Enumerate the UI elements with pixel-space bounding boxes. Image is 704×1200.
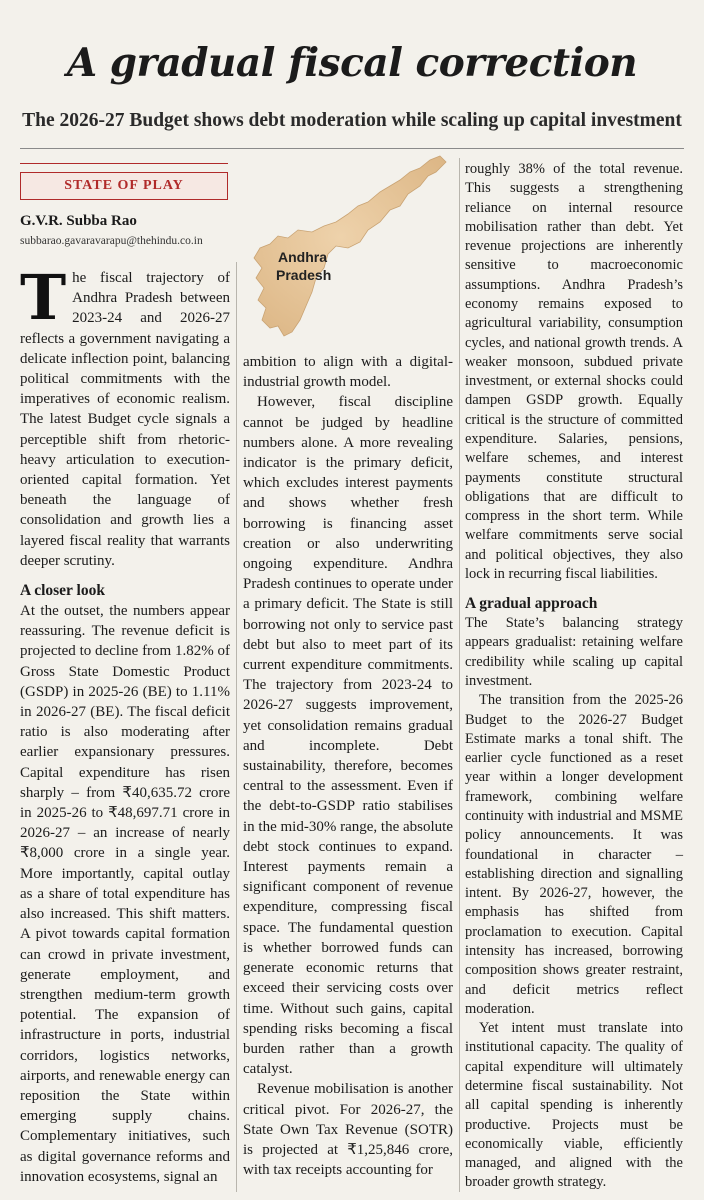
article-column-1 [20, 261, 230, 1187]
author-email: subbarao.gavaravarapu@thehindu.co.in [20, 235, 203, 247]
intro-text: he fiscal trajectory of Andhra Pradesh between 2023-24 and 2026-27 reflects a government navigating a delicate inflection point, balancing political commitments with the imperatives of economic realism. The latest Budget cycle signals a perceptible shift from rhetoric-heavy articulation to execution-oriented capital formation. Yet beneath the language of consolidation and growth lies a layered fiscal reality that warrants deeper scrutiny. [20, 270, 230, 569]
header-divider [20, 148, 684, 149]
column-divider-1 [236, 262, 237, 1192]
institutional-capacity-paragraph: Yet intent must translate into institutional capacity. The quality of capital expenditure will ultimately determine fiscal sustainability. Not all capital spending is inherently productive. Projects must be economically viable, efficiently managed, and aligned with the broader growth strategy. [465, 1020, 683, 1191]
closer-look-paragraph-continued: ambition to align with a digital-industrial growth model. [243, 354, 453, 391]
section-heading-closer-look: A closer look [20, 582, 105, 600]
headline: A gradual fiscal correction [66, 40, 638, 86]
kicker-label: STATE OF PLAY [20, 172, 228, 200]
map-label-line2: Pradesh [276, 267, 332, 283]
transition-paragraph: The transition from the 2025-26 Budget to the 2026-27 Budget Estimate marks a tonal shift. The earlier cycle functioned as a reset year within a longer development framework, combining welfare continuity with industrial and MSME policy announcements. It was foundational in character – establishing direction and signalling intent. By 2026-27, however, the emphasis has shifted from proclamation to execution. Capital intensity has increased, borrowing composition shows greater restraint, and deficit metrics reflect moderation. [465, 692, 683, 1017]
revenue-mobilisation-paragraph-continued: roughly 38% of the total revenue. This suggests a strengthening reliance on internal resource mobilisation rather than debt. Yet revenue projections are inherently sensitive to macroeconomic assumptions. Andhra Pradesh’s economy remains exposed to agricultural variability, consumption cycles, and national growth trends. A weaker monsoon, subdued private investment, or external shocks could dampen GSDP growth. Equally critical is the structure of committed expenditure. Salaries, pensions, welfare schemes, and interest payments constitute structural obligations that are difficult to compress in the short term. While welfare commitments serve social and political objectives, they also lock in recurring fiscal liabilities. [465, 161, 683, 582]
subhead: The 2026-27 Budget shows debt moderation while scaling up capital investment [22, 110, 682, 131]
fiscal-discipline-paragraph: However, fiscal discipline cannot be judged by headline numbers alone. A more revealing indicator is the primary deficit, which excludes interest payments and shows whether fresh borrowing is financing asset creation or also underwriting ongoing expenditure. Andhra Pradesh continues to operate under a primary deficit. The State is still borrowing not only to service past debt but also to meet part of its current expenditure commitments. The trajectory from 2023-24 to 2026-27 suggests improvement, yet consolidation remains gradual and incomplete. Debt sustainability, therefore, becomes central to the assessment. Even if the debt-to-GSDP ratio stabilises in the mid-30% range, the absolute debt stock continues to expand. Interest payments remain a significant component of revenue expenditure, compressing fiscal space. The fundamental question is whether borrowed funds can generate economic returns that exceed their servicing costs over time. Without such gains, capital spending risks becoming a fiscal burden rather than a growth catalyst. [243, 394, 453, 1078]
column-divider-2 [459, 158, 460, 1192]
map-label-line1: Andhra [278, 249, 327, 265]
dropcap: T [20, 261, 67, 334]
article-column-3 [465, 160, 683, 1193]
closer-look-paragraph: At the outset, the numbers appear reassuring. The revenue deficit is projected to decline from 1.82% of Gross State Domestic Product (GSDP) in 2025-26 (BE) to 1.11% in 2026-27 (BE). The fiscal deficit ratio is also moderating after earlier expansionary pressures. Capital expenditure has risen sharply – from ₹40,635.72 crore in 2025-26 to ₹48,697.71 crore in 2026-27 – an increase of nearly ₹8,000 crore in a single year. More importantly, capital outlay as a share of total expenditure has also increased. This shift matters. A pivot towards capital formation can crowd in private investment, generate employment, and strengthen medium-term growth potential. The expansion of infrastructure in ports, industrial corridors, logistics networks, airports, and renewable energy can reposition the State within emerging supply chains. Complementary initiatives, such as digital governance reforms and innovation ecosystems, signal an [20, 603, 230, 1185]
revenue-mobilisation-paragraph: Revenue mobilisation is another critical pivot. For 2026-27, the State Own Tax Revenue (SOTR) is projected at ₹1,25,846 crore, with tax receipts accounting for [243, 1081, 453, 1179]
intro-paragraph [20, 261, 230, 571]
section-heading-gradual-approach: A gradual approach [465, 595, 598, 613]
balancing-strategy-paragraph: The State’s balancing strategy appears gradualist: retaining welfare credibility while scaling up capital investment. [465, 615, 683, 690]
article-column-2 [243, 352, 453, 1180]
andhra-pradesh-map [240, 150, 460, 345]
state-outline-shape [254, 156, 446, 336]
kicker-top-line [20, 163, 228, 164]
author-name: G.V.R. Subba Rao [20, 213, 137, 229]
